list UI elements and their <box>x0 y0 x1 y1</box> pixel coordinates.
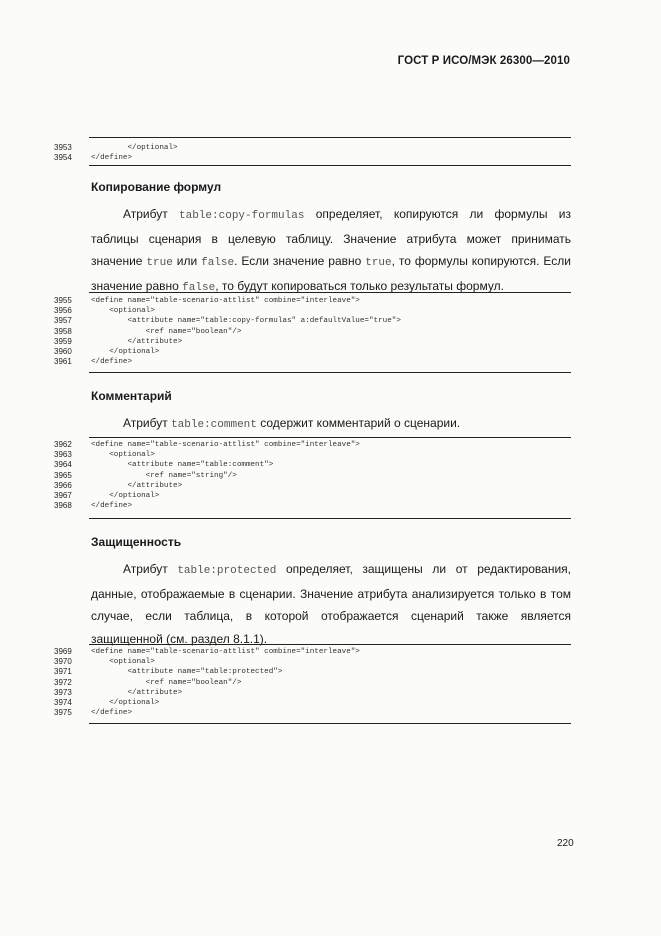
code-line <box>0 657 661 667</box>
text: Атрибут <box>123 562 178 576</box>
code-line <box>0 143 661 153</box>
page-header: ГОСТ Р ИСО/МЭК 26300—2010 <box>397 55 570 67</box>
code-line <box>0 708 661 718</box>
code-line <box>0 688 661 698</box>
line-number: 3969 <box>54 647 72 656</box>
code-text: <optional> <box>91 451 155 460</box>
text: , то будут копироваться только результаты формул. <box>215 279 504 294</box>
code-line <box>0 471 661 481</box>
line-number: 3957 <box>54 316 72 326</box>
code-inline: true <box>146 257 173 270</box>
code-rule-top <box>89 137 571 138</box>
line-number: 3973 <box>54 687 72 697</box>
code-line <box>0 327 661 337</box>
text: содержит комментарий о сценарии. <box>256 416 461 430</box>
code-rule-top <box>89 644 571 645</box>
code-line <box>0 440 661 450</box>
code-text: </optional> <box>91 144 178 152</box>
code-line <box>0 491 661 501</box>
line-number: 3955 <box>54 296 72 305</box>
section-heading-protected: Защищенность <box>91 535 182 549</box>
code-line <box>0 647 661 657</box>
code-rule-bottom <box>89 723 571 724</box>
line-number: 3959 <box>54 336 72 346</box>
page-number: 220 <box>557 838 574 849</box>
code-line <box>0 481 661 491</box>
line-number: 3963 <box>54 450 72 460</box>
line-number: 3974 <box>54 698 72 707</box>
line-number: 3965 <box>54 470 72 480</box>
text: Атрибут <box>123 207 180 221</box>
line-number: 3960 <box>54 347 72 356</box>
code-text: </attribute> <box>91 337 183 346</box>
text: . Если значение равно <box>234 254 366 269</box>
code-inline: false <box>182 282 216 295</box>
code-rule-bottom <box>89 518 571 519</box>
code-rule-top <box>89 437 571 438</box>
line-number: 3956 <box>54 306 72 316</box>
code-text: </define> <box>91 502 133 511</box>
code-line <box>0 501 661 511</box>
code-text: <attribute name="table:comment"> <box>91 461 274 470</box>
code-line <box>0 460 661 470</box>
line-number: 3975 <box>54 708 72 718</box>
text: определяет, копируются ли формулы из таблицы сценария в целевую таблицу. Значение атрибута может принимать значение <box>91 207 571 269</box>
line-number: 3967 <box>54 491 72 500</box>
text: определяет, защищены ли от редактирования, данные, отображаемые в сценарии. Значение атрибута анализируется только в том случае, если таблица, в которой отображается сценарий также является защищенной (см. раздел 8.1.1). <box>91 562 571 647</box>
code-text: </define> <box>91 358 133 367</box>
code-text: <attribute name="table:protected"> <box>91 668 283 677</box>
code-text: </define> <box>91 154 133 163</box>
text: Атрибут <box>123 416 172 430</box>
line-number: 3953 <box>54 143 72 152</box>
code-rule-top <box>89 292 571 293</box>
code-line <box>0 678 661 688</box>
code-inline: table:protected <box>177 565 277 577</box>
code-text: </optional> <box>91 699 160 707</box>
line-number: 3958 <box>54 326 72 336</box>
code-rule-bottom <box>89 372 571 373</box>
text: или <box>172 254 202 269</box>
code-line <box>0 357 661 367</box>
section-heading-copy-formulas: Копирование формул <box>91 180 222 194</box>
code-text: </define> <box>91 709 133 718</box>
code-text: <optional> <box>91 658 155 667</box>
code-text: <define name="table-scenario-attlist" combine="interleave"> <box>91 297 360 305</box>
code-line <box>0 337 661 347</box>
line-number: 3962 <box>54 440 72 449</box>
code-line <box>0 667 661 677</box>
code-line <box>0 450 661 460</box>
code-text: <attribute name="table:copy-formulas" a:defaultValue="true"> <box>91 317 401 326</box>
paragraph-copy-formulas <box>91 203 571 300</box>
code-text: <define name="table-scenario-attlist" combine="interleave"> <box>91 441 360 449</box>
line-number: 3954 <box>54 153 72 163</box>
code-text: <ref name="boolean"/> <box>91 678 242 687</box>
text: , то формулы копируются. Если значение равно <box>91 254 571 294</box>
code-inline: false <box>201 257 235 270</box>
code-text: <optional> <box>91 307 155 316</box>
line-number: 3972 <box>54 677 72 687</box>
code-inline: table:copy-formulas <box>179 210 305 222</box>
code-line <box>0 347 661 357</box>
line-number: 3971 <box>54 667 72 677</box>
line-number: 3961 <box>54 357 72 367</box>
code-line <box>0 296 661 306</box>
code-line <box>0 316 661 326</box>
code-text: </optional> <box>91 348 160 356</box>
line-number: 3964 <box>54 460 72 470</box>
paragraph-protected <box>91 558 571 651</box>
code-text: </optional> <box>91 492 160 500</box>
code-line <box>0 153 661 163</box>
paragraph-comment <box>91 412 571 437</box>
code-line <box>0 698 661 708</box>
code-inline: true <box>365 257 392 270</box>
line-number: 3970 <box>54 657 72 667</box>
code-inline: table:comment <box>171 419 257 431</box>
code-text: </attribute> <box>91 481 183 490</box>
code-line <box>0 306 661 316</box>
line-number: 3966 <box>54 480 72 490</box>
code-text: <define name="table-scenario-attlist" combine="interleave"> <box>91 648 360 656</box>
line-number: 3968 <box>54 501 72 511</box>
code-text: </attribute> <box>91 688 183 697</box>
section-heading-comment: Комментарий <box>91 389 172 403</box>
code-text: <ref name="boolean"/> <box>91 327 242 336</box>
code-text: <ref name="string"/> <box>91 471 237 480</box>
code-rule-bottom <box>89 165 571 166</box>
